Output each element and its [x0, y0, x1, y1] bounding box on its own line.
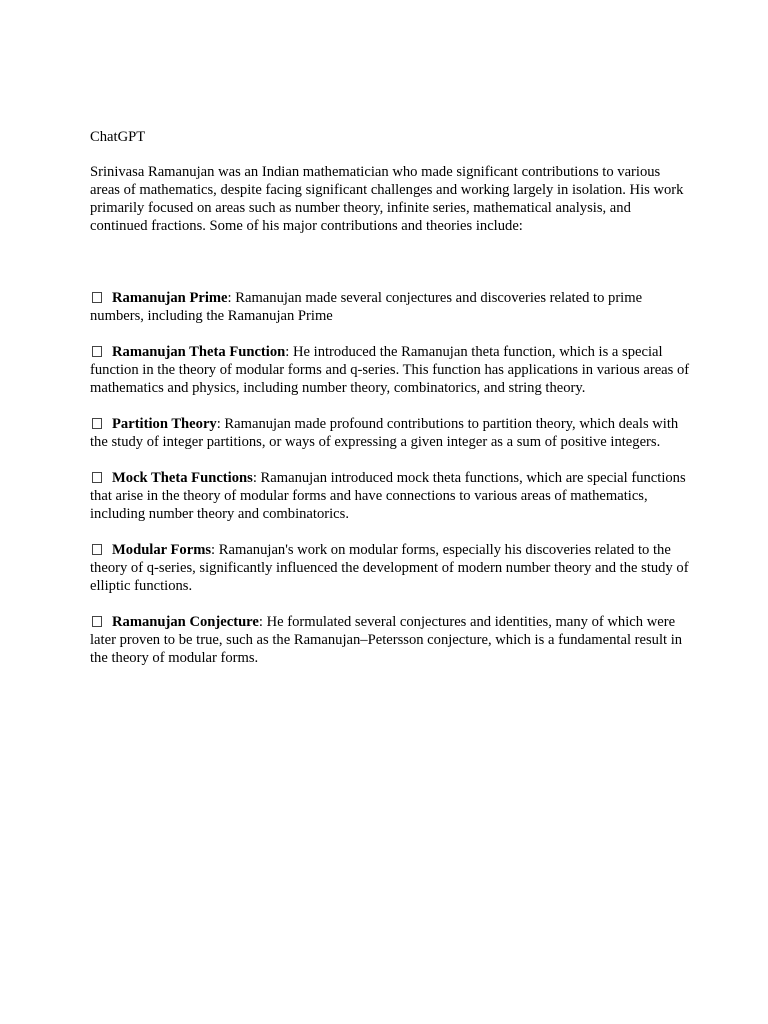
item-term: Modular Forms — [112, 542, 212, 558]
missing-glyph-bullet-icon — [92, 616, 102, 627]
list-item — [90, 343, 690, 397]
list-item — [90, 469, 690, 523]
list-item — [90, 415, 690, 451]
item-description: : Ramanujan introduced mock theta functions, which are special functions that arise in the theory of modular forms and have connections to various areas of mathematics, including number theory and combinatorics. — [90, 470, 686, 522]
missing-glyph-bullet-icon — [92, 418, 102, 429]
item-term: Ramanujan Conjecture — [112, 614, 259, 630]
missing-glyph-bullet-icon — [92, 472, 102, 483]
list-item — [90, 541, 690, 595]
item-term: Partition Theory — [112, 416, 217, 432]
item-term: Mock Theta Functions — [112, 470, 253, 486]
missing-glyph-bullet-icon — [92, 292, 102, 303]
item-description: : Ramanujan made profound contributions to partition theory, which deals with the study of integer partitions, or ways of expressing a given integer as a sum of positive integers. — [90, 416, 679, 450]
document-page — [90, 128, 690, 685]
item-term: Ramanujan Prime — [112, 290, 228, 306]
item-description: : He introduced the Ramanujan theta function, which is a special function in the theory of modular forms and q-series. This function has applications in various areas of mathematics and physics, including number theory, combinatorics, and string theory. — [90, 344, 690, 396]
item-term: Ramanujan Theta Function — [112, 344, 286, 360]
item-description: : Ramanujan's work on modular forms, especially his discoveries related to the theory of q-series, significantly influenced the development of modern number theory and the study of elliptic functions. — [90, 542, 689, 594]
missing-glyph-bullet-icon — [92, 346, 102, 357]
contributions-list — [90, 289, 690, 667]
intro-paragraph: Srinivasa Ramanujan was an Indian mathematician who made significant contributions to various areas of mathematics, despite facing significant challenges and working largely in isolation. His work primarily focused on areas such as number theory, infinite series, mathematical analysis, and continued fractions. Some of his major contributions and theories include: — [90, 164, 684, 234]
list-item — [90, 289, 690, 325]
item-description: : He formulated several conjectures and identities, many of which were later proven to be true, such as the Ramanujan–Petersson conjecture, which is a fundamental result in the theory of modular forms. — [90, 614, 683, 666]
list-item — [90, 613, 690, 667]
missing-glyph-bullet-icon — [92, 544, 102, 555]
document-title: ChatGPT — [90, 129, 146, 145]
item-description: : Ramanujan made several conjectures and discoveries related to prime numbers, including the Ramanujan Prime — [90, 290, 643, 324]
